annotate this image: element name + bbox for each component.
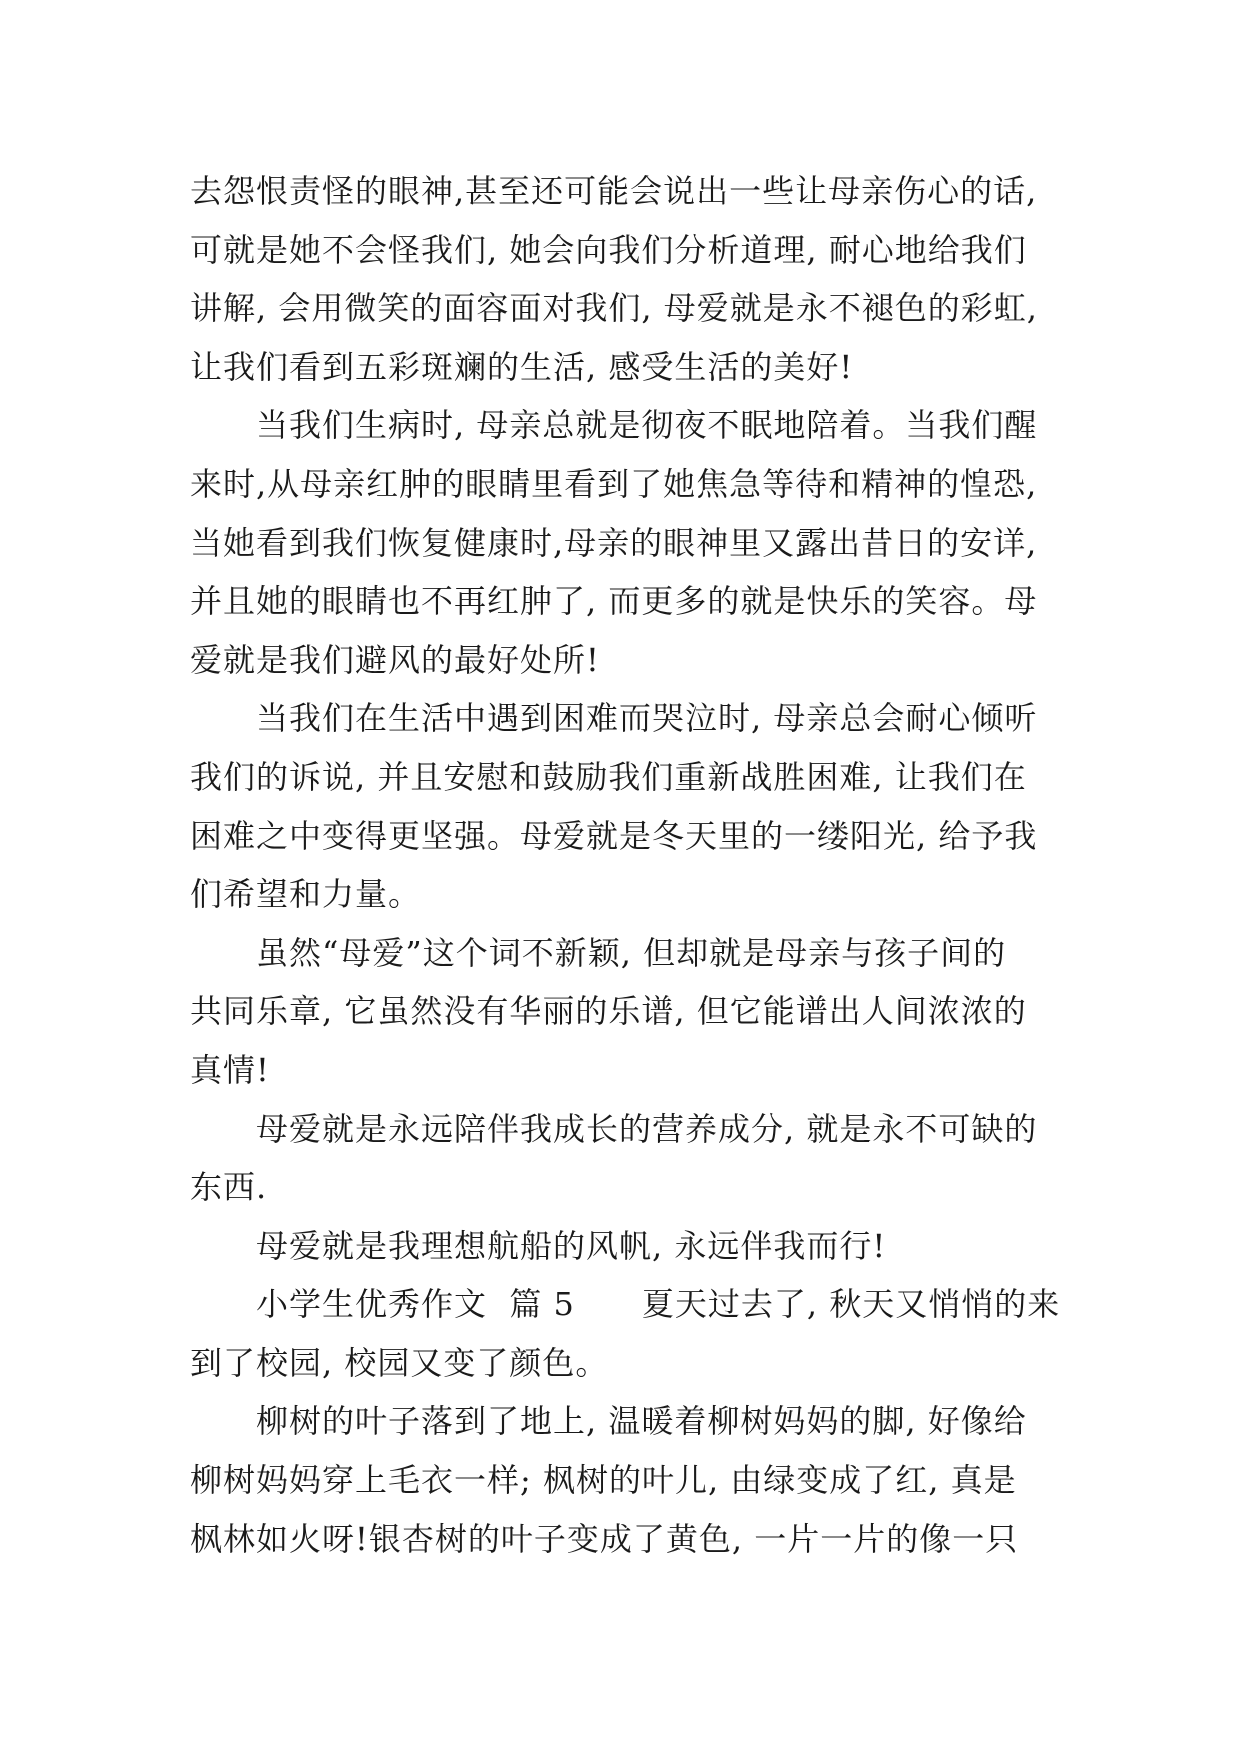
text-line: 讲解, 会用微笑的面容面对我们, 母爱就是永不褪色的彩虹,	[190, 289, 1038, 328]
text-line: 让我们看到五彩斑斓的生活, 感受生活的美好!	[190, 347, 854, 386]
text-line: 柳树的叶子落到了地上, 温暖着柳树妈妈的脚, 好像给	[256, 1402, 1027, 1441]
text-line: 们希望和力量。	[190, 875, 422, 914]
text-line: 枫林如火呀!银杏树的叶子变成了黄色, 一片一片的像一只	[190, 1519, 1019, 1558]
text-line: 共同乐章, 它虽然没有华丽的乐谱, 但它能谱出人间浓浓的	[190, 992, 1027, 1031]
text-line: 我们的诉说, 并且安慰和鼓励我们重新战胜困难, 让我们在	[190, 757, 1027, 796]
text-line: 可就是她不会怪我们, 她会向我们分析道理, 耐心地给我们	[190, 230, 1027, 269]
text-line: 困难之中变得更坚强。母爱就是冬天里的一缕阳光, 给予我	[190, 816, 1038, 855]
text-line: 去怨恨责怪的眼神,甚至还可能会说出一些让母亲伤心的话,	[190, 172, 1038, 210]
text-line: 母爱就是我理想航船的风帆, 永远伴我而行!	[256, 1226, 887, 1265]
text-line: 来时,从母亲红肿的眼睛里看到了她焦急等待和精神的惶恐,	[190, 464, 1038, 503]
text-line: 东西.	[190, 1168, 268, 1207]
section-heading-line: 小学生优秀作文 篇 5 夏天过去了, 秋天又悄悄的来	[256, 1285, 1061, 1324]
text-line: 当我们生病时, 母亲总就是彻夜不眠地陪着。当我们醒	[256, 406, 1038, 445]
text-line: 到了校园, 校园又变了颜色。	[190, 1343, 609, 1382]
body-text	[190, 162, 1090, 1568]
text-line: 母爱就是永远陪伴我成长的营养成分, 就是永不可缺的	[256, 1109, 1038, 1148]
text-line: 虽然“母爱”这个词不新颖, 但却就是母亲与孩子间的	[256, 933, 1007, 972]
text-line: 爱就是我们避风的最好处所!	[190, 640, 600, 679]
text-line: 真情!	[190, 1050, 270, 1089]
text-line: 当她看到我们恢复健康时,母亲的眼神里又露出昔日的安详,	[190, 523, 1038, 562]
text-line: 当我们在生活中遇到困难而哭泣时, 母亲总会耐心倾听	[256, 699, 1038, 738]
text-line: 柳树妈妈穿上毛衣一样; 枫树的叶儿, 由绿变成了红, 真是	[190, 1461, 1017, 1500]
text-line: 并且她的眼睛也不再红肿了, 而更多的就是快乐的笑容。母	[190, 582, 1038, 621]
